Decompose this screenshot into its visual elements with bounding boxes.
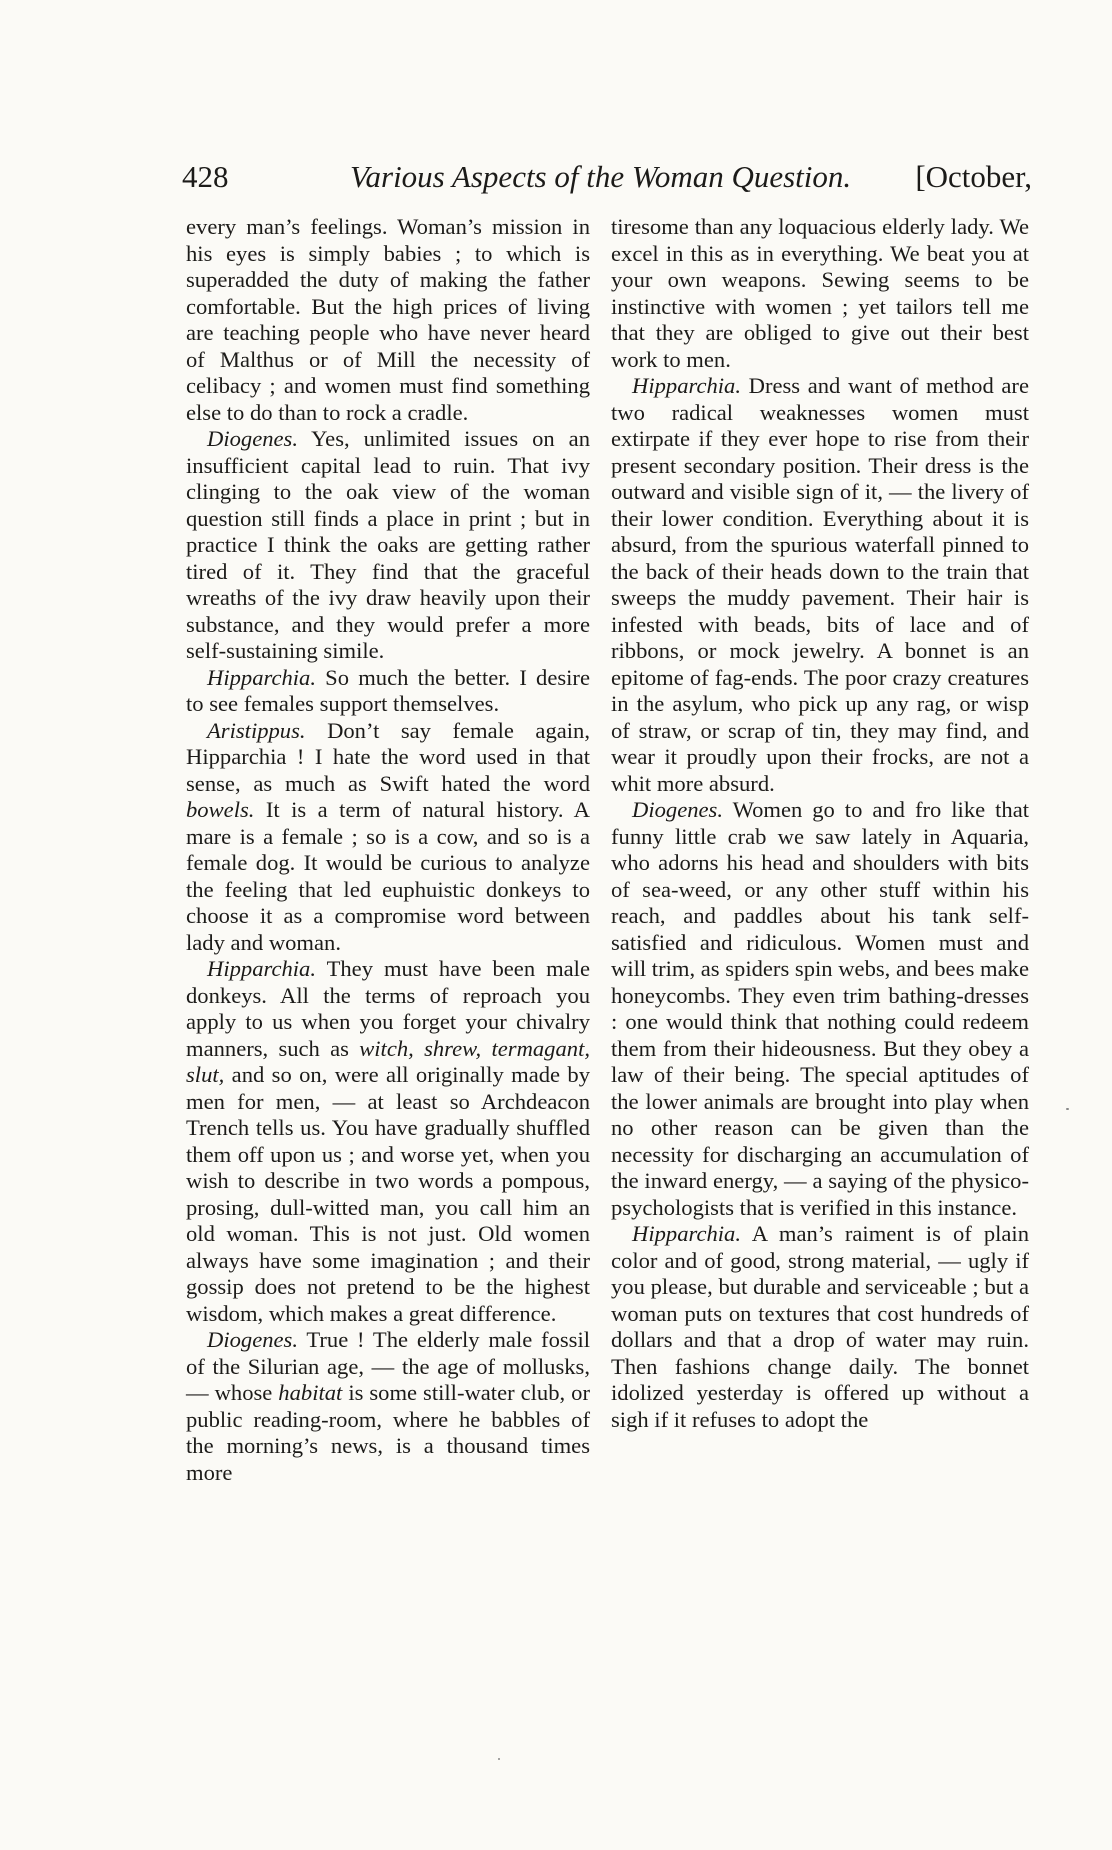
paragraph [186, 956, 590, 1327]
paragraph-text: Dress and want of method are two radical weaknesses women must extirpate if they ever hope to rise from their present secondary position. Their dress is the outward and visible sign of it, — the livery of their lower condition. Everything about it is absurd, from the spurious waterfall pinned to the back of their heads down to the train that sweeps the muddy pavement. Their hair is infested with beads, bits of lace and of ribbons, or mock jewelry. A bonnet is an epitome of fag-ends. The poor crazy creatures in the asylum, who pick up any rag, or wisp of straw, or scrap of tin, they may find, and wear it proudly upon their frocks, are not a whit more absurd. [611, 373, 1029, 796]
paragraph [611, 1221, 1029, 1433]
paragraph-text: every man’s feelings. Woman’s mission in his eyes is simply babies ; to which is superadded the duty of making the father comfortable. But the high prices of living are teaching people who have never heard of Malthus or of Mill the necessity of celibacy ; and women must find something else to do than to rock a cradle. [186, 214, 590, 425]
running-title: Various Aspects of the Woman Question. [350, 159, 852, 194]
page-number: 428 [182, 159, 229, 194]
paragraph-text: Yes, unlimited issues on an insufficient capital lead to ruin. That ivy clinging to the oak view of the woman question still finds a place in print ; but in practice I think the oaks are getting rather tired of it. They find that the graceful wreaths of the ivy draw heavily upon their substance, and they would prefer a more self-sustaining simile. [186, 426, 591, 663]
italic-word: termagant, [491, 1035, 590, 1061]
paragraph [186, 426, 590, 665]
italic-word: shrew, [424, 1035, 482, 1061]
paragraph-text: and so on, were all originally made by men for men, — at least so Archdeacon Trench tells us. You have gradually shuffled them off upon us ; and worse yet, when you wish to describe in two words a pompous, prosing, dull-witted man, you call him an old woman. This is not just. Old women always have some imagination ; and their gossip does not pretend to be the highest wisdom, which makes a great difference. [186, 1062, 591, 1326]
paragraph [186, 665, 590, 718]
italic-word: habitat [278, 1380, 343, 1405]
paragraph [611, 214, 1029, 373]
running-head [182, 157, 1032, 197]
paragraph-text: is some still-water club, or public reading-room, where he babbles of the morning’s news, is a thousand times more [186, 1380, 590, 1485]
paragraph [611, 373, 1029, 797]
speaker-name: Diogenes. [632, 797, 723, 822]
paragraph-text: They must have been male donkeys. All the terms of reproach you apply to us when you forget your chivalry manners, such as [186, 956, 590, 1061]
speaker-name: Aristippus. [207, 717, 306, 743]
speaker-name: Diogenes. [207, 1327, 298, 1352]
paper-speck [1066, 1108, 1069, 1110]
paragraph [186, 718, 590, 957]
speaker-name: Diogenes. [207, 426, 298, 451]
italic-word: bowels. [186, 797, 255, 822]
speaker-name: Hipparchia. [207, 956, 316, 981]
speaker-name: Hipparchia. [207, 664, 316, 690]
paragraph-text: Women go to and fro like that funny little crab we saw lately in Aquaria, who adorns his head and shoulders with bits of sea-weed, or any other stuff within his reach, and paddles about his tank self-satisfied and ridiculous. Women must and will trim, as spiders spin webs, and bees make honeycombs. They even trim bathing-dresses : one would think that nothing could redeem them from their hideousness. But they obey a law of their being. The special aptitudes of the lower animals are brought into play when no other reason can be given than the necessity for discharging an accumulation of the inward energy, — a saying of the physico-psychologists that is verified in this instance. [611, 797, 1030, 1220]
paragraph-text: tiresome than any loquacious elderly lady. We excel in this as in everything. We beat you at your own weapons. Sewing seems to be instinctive with women ; yet tailors tell me that they are obliged to give out their best work to men. [611, 214, 1029, 372]
right-column [611, 214, 1029, 1433]
paragraph-text: So much the better. I desire to see females support themselves. [186, 664, 590, 716]
paragraph-text: A man’s raiment is of plain color and of good, strong material, — ugly if you please, but durable and serviceable ; but a woman puts on textures that cost hundreds of dollars and that a drop of water may ruin. Then fashions change daily. The bonnet idolized yesterday is offered up without a sigh if it refuses to adopt the [611, 1221, 1029, 1432]
paragraph [611, 797, 1029, 1221]
left-column [186, 214, 590, 1486]
paragraph-text: True ! The elderly male fossil of the Silurian age, — the age of mollusks, — whose [186, 1327, 591, 1405]
speaker-name: Hipparchia. [632, 373, 741, 398]
italic-word: slut, [186, 1062, 225, 1087]
italic-word: witch, [359, 1035, 414, 1061]
paragraph [186, 214, 590, 426]
paragraph-text: Don’t say female again, Hipparchia ! I hate the word used in that sense, as much as Swift hated the word [186, 717, 590, 796]
paper-speck [498, 1758, 500, 1760]
speaker-name: Hipparchia. [632, 1221, 741, 1246]
running-month: [October, [915, 159, 1032, 194]
paragraph [186, 1327, 590, 1486]
paragraph-text: It is a term of natural history. A mare is a female ; so is a cow, and so is a female dog. It would be curious to analyze the feeling that led euphuistic donkeys to choose it as a compromise word between lady and woman. [186, 797, 590, 955]
